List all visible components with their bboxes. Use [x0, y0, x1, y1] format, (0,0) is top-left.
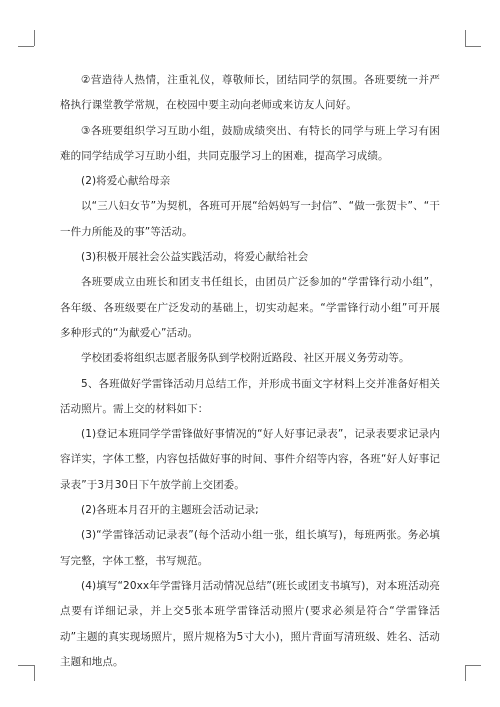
document-body: [60, 68, 440, 675]
paragraph-womens-day: 以“三八妇女节”为契机，各班可开展“给妈妈写一封信”、“做一张贺卡”、“干一件力所能及的事”等活动。: [60, 200, 440, 238]
paragraph-study-groups: ③各班要组织学习互助小组，鼓励成绩突出、有特长的同学与班上学习有困难的同学结成学习互助小组，共同克服学习上的困难，提高学习成绩。: [60, 124, 440, 162]
paragraph-good-deeds-record: (1)登记本班同学学雷锋做好事情况的“好人好事记录表”，记录表要求记录内容详实，字体工整，内容包括做好事的时间、事件介绍等内容，各班“好人好事记录表”于3月30日下午放学前上交团委。: [60, 428, 440, 491]
paragraph-volunteers: 学校团委将组织志愿者服务队到学校附近路段、社区开展义务劳动等。: [81, 352, 410, 365]
heading-love-to-mother: (2)将爱心献给母亲: [81, 175, 171, 188]
paragraph-etiquette: ②营造待人热情，注重礼仪，尊敬师长，团结同学的氛围。各班要统一并严格执行课堂教学常规，在校园中要主动向老师或来访友人问好。: [60, 74, 440, 112]
heading-public-welfare: (3)积极开展社会公益实践活动，将爱心献给社会: [81, 251, 309, 264]
paragraph-action-groups: 各班要成立由班长和团支书任组长，由团员广泛参加的“学雷锋行动小组”，各年级、各班级要在广泛发动的基础上，切实动起来。“学雷锋行动小组”可开展多种形式的“为献爱心”活动。: [60, 276, 440, 339]
paragraph-summary-work: 5、各班做好学雷锋活动月总结工作，并形成书面文字材料上交并准备好相关活动照片。需上交的材料如下：: [60, 377, 440, 415]
paragraph-month-summary: (4)填写“20xx年学雷锋月活动情况总结”(班长或团支书填写)，对本班活动亮点要有详细记录，并上交5张本班学雷锋活动照片(要求必须是符合“学雷锋活动”主题的真实现场照片，照片规格为5寸大小)，照片背面写清班级、姓名、活动主题和地点。: [60, 579, 440, 668]
paragraph-class-meeting: (2)各班本月召开的主题班会活动记录;: [81, 504, 259, 517]
paragraph-activity-record: (3)“学雷锋活动记录表”(每个活动小组一张，组长填写)，每班两张。务必填写完整，字体工整，书写规范。: [60, 529, 440, 567]
